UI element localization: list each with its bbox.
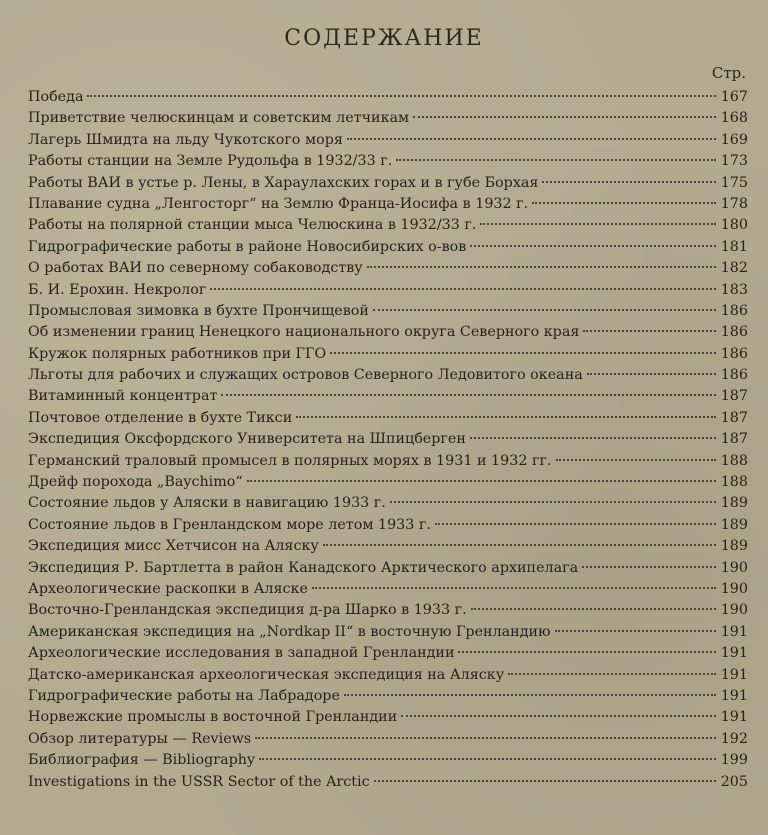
dot-leader — [221, 394, 716, 396]
dot-leader — [347, 138, 716, 140]
toc-entry-title: Работы ВАИ в устье р. Лены, в Хараулахских горах и в губе Борхая — [28, 174, 539, 191]
toc-entry — [28, 87, 748, 108]
dot-leader — [587, 373, 716, 375]
dot-leader — [555, 630, 717, 632]
toc-entry — [28, 108, 748, 129]
toc-entry-page: 187 — [720, 431, 748, 448]
dot-leader — [312, 587, 716, 589]
toc-entry-title: Гидрографические работы на Лабрадоре — [28, 687, 340, 704]
toc-entry — [28, 194, 748, 215]
toc-entry — [28, 643, 748, 664]
toc-entry-title: Работы станции на Земле Рудольфа в 1932/33 г. — [28, 153, 393, 170]
toc-entry-page: 169 — [720, 131, 748, 148]
toc-entry-title: Германский траловый промысел в полярных морях в 1931 и 1932 гг. — [28, 452, 552, 469]
toc-entry — [28, 451, 748, 472]
toc-entry-page: 181 — [720, 238, 748, 255]
toc-entry-page: 190 — [720, 602, 748, 619]
toc-entry-title: Состояние льдов у Аляски в навигацию 1933 г. — [28, 495, 386, 512]
toc-entry — [28, 344, 748, 365]
dot-leader — [390, 501, 716, 503]
toc-entry-title: Экспедиция Оксфордского Университета на Шпицберген — [28, 431, 466, 448]
dot-leader — [471, 608, 716, 610]
toc-entry-page: 175 — [720, 174, 748, 191]
dot-leader — [323, 544, 716, 546]
toc-entry — [28, 558, 748, 579]
table-of-contents — [28, 87, 748, 793]
toc-entry-title: Работы на полярной станции мыса Челюскина в 1932/33 г. — [28, 217, 477, 234]
dot-leader — [542, 181, 716, 183]
toc-entry-title: Промысловая зимовка в бухте Прончищевой — [28, 302, 369, 319]
toc-entry-page: 191 — [720, 623, 748, 640]
toc-entry-title: Дрейф порохода „Baychimo“ — [28, 474, 243, 491]
toc-entry — [28, 386, 748, 407]
toc-entry — [28, 707, 748, 728]
toc-entry-page: 168 — [720, 110, 748, 127]
toc-entry-title: Приветствие челюскинцам и советским летчикам — [28, 110, 410, 127]
toc-entry-title: Льготы для рабочих и служащих островов Северного Ледовитого океана — [28, 367, 583, 384]
dot-leader — [210, 288, 716, 290]
toc-entry — [28, 750, 748, 771]
toc-entry-page: 189 — [720, 495, 748, 512]
toc-entry-page: 191 — [720, 666, 748, 683]
toc-entry — [28, 772, 748, 793]
toc-entry-title: Б. И. Ерохин. Некролог — [28, 281, 207, 298]
dot-leader — [374, 780, 716, 782]
toc-entry — [28, 130, 748, 151]
toc-entry — [28, 237, 748, 258]
dot-leader — [344, 694, 716, 696]
dot-leader — [480, 223, 716, 225]
toc-entry — [28, 301, 748, 322]
dot-leader — [367, 266, 716, 268]
dot-leader — [259, 758, 716, 760]
toc-entry-title: Гидрографические работы в районе Новосибирских о-вов — [28, 238, 467, 255]
dot-leader — [87, 95, 716, 97]
toc-entry-page: 199 — [720, 752, 748, 769]
dot-leader — [373, 309, 716, 311]
toc-entry — [28, 665, 748, 686]
dot-leader — [458, 651, 716, 653]
toc-entry-page: 188 — [720, 452, 748, 469]
toc-entry-title: Восточно-Гренландская экспедиция д-ра Шарко в 1933 г. — [28, 602, 467, 619]
dot-leader — [583, 330, 716, 332]
toc-entry-page: 186 — [720, 367, 748, 384]
dot-leader — [396, 159, 716, 161]
toc-entry-title: Библиография — Bibliography — [28, 752, 256, 769]
toc-entry-title: Об изменении границ Ненецкого национального округа Северного края — [28, 324, 580, 341]
toc-entry-title: Лагерь Шмидта на льду Чукотского моря — [28, 131, 343, 148]
dot-leader — [255, 737, 716, 739]
toc-entry-page: 187 — [720, 409, 748, 426]
dot-leader — [532, 202, 716, 204]
toc-entry-page: 189 — [720, 538, 748, 555]
toc-entry-page: 187 — [720, 388, 748, 405]
dot-leader — [435, 523, 716, 525]
dot-leader — [470, 437, 716, 439]
toc-entry — [28, 408, 748, 429]
page-title: СОДЕРЖАНИЕ — [284, 26, 484, 51]
toc-entry-title: Плавание судна „Ленгосторг“ на Землю Франца-Иосифа в 1932 г. — [28, 195, 529, 212]
toc-entry-page: 188 — [720, 474, 748, 491]
toc-entry — [28, 280, 748, 301]
dot-leader — [330, 352, 716, 354]
toc-entry-page: 190 — [720, 580, 748, 597]
toc-entry-title: Состояние льдов в Гренландском море летом 1933 г. — [28, 516, 431, 533]
dot-leader — [247, 480, 716, 482]
toc-entry-page: 178 — [720, 195, 748, 212]
toc-entry-page: 173 — [720, 153, 748, 170]
toc-entry — [28, 322, 748, 343]
dot-leader — [401, 715, 716, 717]
toc-entry-page: 191 — [720, 709, 748, 726]
toc-entry — [28, 151, 748, 172]
toc-entry — [28, 173, 748, 194]
dot-leader — [296, 416, 716, 418]
toc-entry — [28, 493, 748, 514]
toc-entry-title: Победа — [28, 89, 84, 105]
toc-entry-page: 192 — [720, 730, 748, 747]
toc-entry — [28, 365, 748, 386]
dot-leader — [582, 566, 716, 568]
toc-entry-page: 191 — [720, 687, 748, 704]
toc-entry — [28, 622, 748, 643]
toc-entry-page: 182 — [720, 260, 748, 277]
toc-entry-title: Датско-американская археологическая экспедиция на Аляску — [28, 666, 505, 683]
toc-entry-title: О работах ВАИ по северному собаководству — [28, 260, 363, 277]
toc-entry — [28, 472, 748, 493]
toc-entry — [28, 686, 748, 707]
toc-entry-title: Археологические исследования в западной Гренландии — [28, 645, 455, 662]
toc-entry-page: 186 — [720, 324, 748, 341]
toc-entry — [28, 429, 748, 450]
toc-entry-page: 190 — [720, 559, 748, 576]
toc-entry-page: 186 — [720, 345, 748, 362]
toc-entry — [28, 579, 748, 600]
toc-entry-page: 167 — [720, 89, 748, 105]
toc-entry-title: Американская экспедиция на „Nordkap II“ в восточную Гренландию — [28, 623, 551, 640]
dot-leader — [413, 116, 716, 118]
toc-entry-page: 205 — [720, 773, 748, 790]
toc-entry-title: Кружок полярных работников при ГГО — [28, 345, 327, 362]
toc-entry-title: Витаминный концентрат — [28, 388, 218, 405]
toc-entry — [28, 215, 748, 236]
toc-entry-title: Investigations in the USSR Sector of the Arctic — [28, 773, 370, 790]
toc-entry-page: 183 — [720, 281, 748, 298]
toc-entry-title: Археологические раскопки в Аляске — [28, 580, 308, 597]
toc-entry-title: Норвежские промыслы в восточной Гренландии — [28, 709, 398, 726]
toc-entry-page: 180 — [720, 217, 748, 234]
dot-leader — [556, 459, 716, 461]
toc-entry-title: Экспедиция мисс Хетчисон на Аляску — [28, 538, 319, 555]
toc-entry — [28, 536, 748, 557]
toc-entry-page: 189 — [720, 516, 748, 533]
page-column-label: Стр. — [711, 64, 746, 82]
toc-entry-title: Экспедиция Р. Бартлетта в район Канадского Арктического архипелага — [28, 559, 579, 576]
dot-leader — [470, 245, 716, 247]
toc-entry-title: Почтовое отделение в бухте Тикси — [28, 409, 293, 426]
toc-entry — [28, 258, 748, 279]
toc-entry — [28, 729, 748, 750]
toc-entry — [28, 515, 748, 536]
toc-entry-page: 191 — [720, 645, 748, 662]
toc-entry-page: 186 — [720, 302, 748, 319]
toc-entry-title: Обзор литературы — Reviews — [28, 730, 252, 747]
dot-leader — [508, 673, 716, 675]
toc-entry — [28, 600, 748, 621]
